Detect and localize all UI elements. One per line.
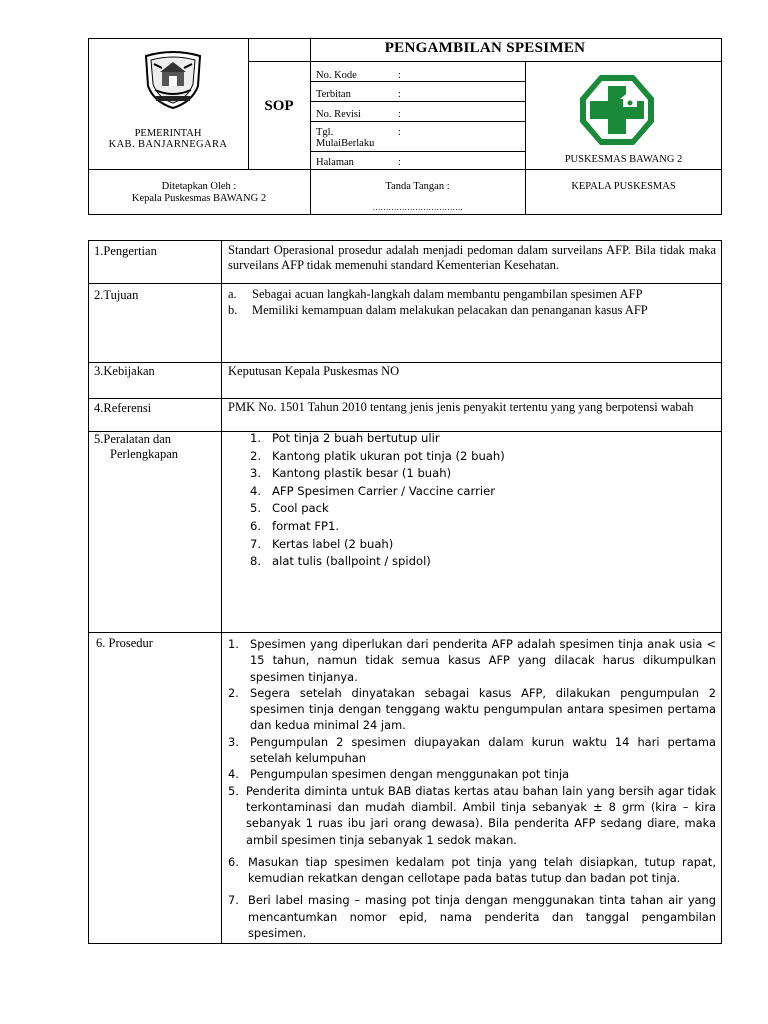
list-text: Masukan tiap spesimen kedalam pot tinja yang telah disiapkan, tutup rapat, kemudian rekatkan dengan cellotape pada batas tutup dan badan pot tinja.	[248, 854, 716, 886]
list-text: Sebagai acuan langkah-langkah dalam membantu pengambilan spesimen AFP	[252, 287, 643, 301]
list-item	[250, 465, 710, 483]
field-label: No. Revisi	[316, 109, 361, 120]
list-number: 7.	[228, 893, 239, 908]
list-text: Kantong platik ukuran pot tinja (2 buah)	[272, 448, 505, 463]
list-item	[228, 783, 716, 848]
org-line-1: PEMERINTAH	[134, 128, 202, 139]
list-number: 6.	[250, 518, 262, 533]
ditetapkan-oleh	[88, 181, 310, 205]
section-label-peralatan	[94, 432, 178, 462]
field-label: No. Kode	[316, 70, 357, 81]
list-text: Kertas label (2 buah)	[272, 536, 394, 551]
list-item	[228, 766, 716, 782]
kebijakan-text: Keputusan Kepala Puskesmas NO	[228, 364, 400, 378]
field-terbitan	[316, 89, 351, 100]
peralatan-list	[250, 430, 710, 571]
list-number: 6.	[228, 854, 239, 869]
list-text: format FP1.	[272, 518, 340, 533]
list-text: Pengumpulan spesimen dengan menggunakan pot tinja	[250, 767, 570, 782]
field-tgl-mulai-berlaku	[316, 127, 386, 149]
list-number: 5.	[228, 783, 239, 798]
kepala-puskesmas: KEPALA PUSKESMAS	[571, 181, 676, 192]
field-no-revisi	[316, 109, 361, 120]
ditetapkan-line-1: Ditetapkan Oleh :	[161, 181, 237, 192]
list-text: Spesimen yang diperlukan dari penderita AFP adalah spesimen tinja anak usia < 15 tahun, namun tidak semua kasus AFP yang dilacak harus dikumpulkan spesimen tinjanya.	[250, 637, 716, 684]
list-marker: a.	[228, 287, 237, 301]
section-label-tujuan: 2.Tujuan	[94, 288, 139, 302]
section-label-prosedur: 6. Prosedur	[96, 636, 153, 650]
list-number: 3.	[228, 734, 239, 749]
list-number: 4.	[250, 483, 262, 498]
list-item	[228, 287, 716, 302]
list-text: AFP Spesimen Carrier / Vaccine carrier	[272, 483, 495, 498]
list-text: Segera setelah dinyatakan sebagai kasus AFP, dilakukan pengumpulan 2 spesimen tinja dengan tenggang waktu pengumpulan antara spesimen pertama dan kedua minimal 24 jam.	[250, 685, 716, 733]
field-no-kode	[316, 70, 357, 81]
puskesmas-name: PUSKESMAS BAWANG 2	[564, 154, 683, 165]
sop-label: SOP	[264, 98, 294, 114]
ditetapkan-line-2: Kepala Puskesmas BAWANG 2	[131, 193, 267, 204]
tanda-tangan-dots: …………………………….	[372, 203, 463, 212]
org-line-2: KAB. BANJARNEGARA	[108, 139, 228, 150]
list-number: 1.	[250, 431, 262, 445]
field-separator: :	[398, 70, 401, 81]
list-item	[228, 854, 716, 887]
prosedur-list	[228, 636, 716, 941]
list-number: 5.	[250, 501, 262, 516]
list-text: Pengumpulan 2 spesimen diupayakan dalam kurun waktu 14 hari pertama setelah kelumpuhan	[250, 734, 716, 766]
list-item	[250, 430, 710, 448]
list-number: 2.	[250, 448, 262, 463]
section-label-referensi: 4.Referensi	[94, 401, 152, 415]
field-separator: :	[398, 157, 401, 168]
field-separator: :	[398, 89, 401, 100]
list-item	[228, 303, 716, 318]
referensi-text: PMK No. 1501 Tahun 2010 tentang jenis jenis penyakit tertentu yang yang berpotensi wabah	[228, 400, 694, 414]
organization-name	[88, 128, 248, 150]
list-number: 2.	[228, 685, 239, 700]
list-marker: b.	[228, 303, 238, 317]
list-number: 4.	[228, 767, 239, 782]
list-text: Kantong plastik besar (1 buah)	[272, 466, 452, 481]
list-text: Penderita diminta untuk BAB diatas kertas atau bahan lain yang bersih agar tidak terkontaminasi dan mudah diambil. Ambil tinja sebanyak ± 8 grm (kira – kira sebanyak 1 ruas ibu jari orang dewasa). Bila penderita AFP sedang diare, maka ambil spesimen tinja sebanyak 1 sedok makan.	[246, 783, 716, 847]
field-label: Halaman	[316, 157, 354, 168]
list-text: Pot tinja 2 buah bertutup ulir	[272, 431, 440, 445]
puskesmas-logo	[578, 72, 656, 153]
list-item	[228, 636, 716, 685]
tanda-tangan-label: Tanda Tangan :	[385, 181, 450, 192]
field-label: Tgl. MulaiBerlaku	[316, 127, 375, 149]
field-halaman	[316, 157, 354, 168]
section-label-pengertian: 1.Pengertian	[94, 244, 157, 258]
list-item	[250, 553, 710, 571]
list-text: Memiliki kemampuan dalam melakukan pelacakan dan penanganan kasus AFP	[252, 303, 648, 317]
list-text: alat tulis (ballpoint / spidol)	[272, 554, 431, 569]
list-item	[250, 448, 710, 466]
list-item	[250, 536, 710, 554]
list-text: Beri label masing – masing pot tinja dengan menggunakan tinta tahan air yang mencantumkan nomor epid, nama penderita dan tanggal pengambilan spesimen.	[248, 893, 716, 941]
list-number: 3.	[250, 466, 262, 481]
list-number: 1.	[228, 637, 239, 651]
list-number: 7.	[250, 536, 262, 551]
list-item	[228, 892, 716, 941]
field-separator: :	[398, 127, 401, 138]
section-label-kebijakan: 3.Kebijakan	[94, 364, 155, 378]
tujuan-list	[228, 287, 716, 318]
field-separator: :	[398, 109, 401, 120]
list-item	[228, 734, 716, 767]
list-number: 8.	[250, 554, 262, 569]
peralatan-label-line-1: 5.Peralatan dan	[94, 432, 172, 446]
peralatan-label-line-2: Perlengkapan	[110, 447, 179, 461]
list-item	[250, 500, 710, 518]
field-label: Terbitan	[316, 89, 351, 100]
pengertian-text: Standart Operasional prosedur adalah menjadi pedoman dalam surveilans AFP. Bila tidak maka surveilans AFP tidak memenuhi standard Kementerian Kesehatan.	[228, 243, 716, 272]
regency-emblem	[142, 50, 204, 115]
document-title: PENGAMBILAN SPESIMEN	[384, 40, 586, 56]
list-text: Cool pack	[272, 501, 329, 516]
list-item	[228, 685, 716, 734]
list-item	[250, 483, 710, 501]
list-item	[250, 518, 710, 536]
